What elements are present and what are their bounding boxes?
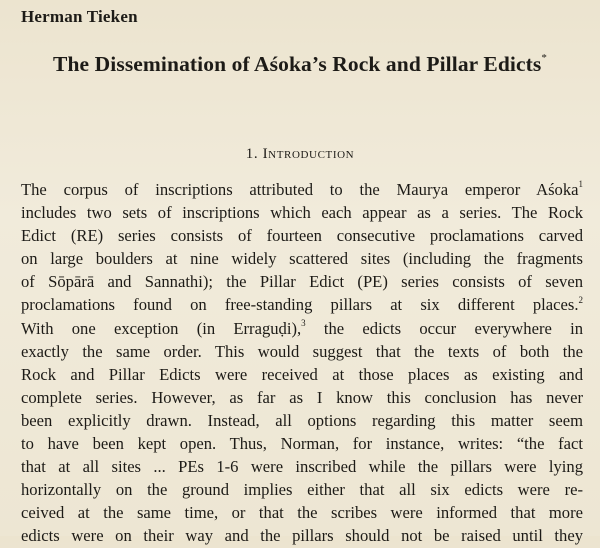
text-line	[21, 455, 583, 478]
text-line	[21, 386, 583, 409]
section-title: Introduction	[262, 146, 355, 162]
text-line	[21, 363, 583, 386]
line-text-rest: the edicts occur everywhere in	[305, 318, 583, 338]
line-text: exactly the same order. This would suggest that the texts of both the	[21, 341, 583, 361]
text-line	[21, 270, 583, 293]
line-text: includes two sets of inscriptions which each appear as a series. The Rock	[21, 203, 583, 223]
line-text: Rock and Pillar Edicts were received at those places as existing and	[21, 364, 583, 384]
body-text	[21, 178, 583, 548]
text-line	[21, 224, 583, 247]
line-text: on large boulders at nine widely scattered sites (including the fragments	[21, 249, 583, 269]
text-line	[21, 293, 583, 316]
line-text: that at all sites ... PEs 1-6 were inscribed while the pillars were lying	[21, 457, 583, 477]
article-title-text: The Dissemination of Aśoka’s Rock and Pillar Edicts	[53, 52, 542, 76]
title-footnote-mark: *	[541, 51, 547, 64]
line-text: The corpus of inscriptions attributed to the Maurya emperor Aśoka	[21, 180, 579, 199]
text-line	[21, 178, 583, 201]
line-text: Edict (RE) series consists of fourteen consecutive proclamations carved	[21, 226, 583, 246]
line-text: complete series. However, as far as I know this conclusion has never	[21, 387, 583, 407]
footnote-ref: 2	[578, 294, 583, 305]
line-text: of Sōpārā and Sannathi); the Pillar Edict (PE) series consists of seven	[21, 272, 583, 292]
line-text: horizontally on the ground implies either that all six edicts were re-	[21, 480, 583, 500]
line-text: to have been kept open. Thus, Norman, for instance, writes: “the fact	[21, 434, 583, 454]
footnote-ref: 3	[301, 318, 306, 329]
text-line	[21, 247, 583, 270]
author-name: Herman Tieken	[21, 7, 138, 26]
section-heading	[0, 146, 600, 163]
text-line	[21, 478, 583, 501]
text-line	[21, 317, 583, 340]
text-line	[21, 340, 583, 363]
line-text: proclamations found on free-standing pillars at six different places.	[21, 295, 579, 315]
section-number: 1.	[245, 146, 259, 162]
line-text: With one exception (in Erraguḍi),	[21, 318, 302, 338]
line-text: been explicitly drawn. Instead, all options regarding this matter seem	[21, 410, 583, 430]
text-line	[21, 501, 583, 524]
article-title	[0, 52, 600, 77]
line-text: edicts were on their way and the pillars should not be raised until they	[21, 526, 583, 546]
text-line	[21, 432, 583, 455]
line-text: ceived at the same time, or that the scribes were informed that more	[21, 503, 583, 523]
text-line	[21, 409, 583, 432]
text-line	[21, 201, 583, 224]
footnote-ref: 1	[578, 179, 583, 190]
